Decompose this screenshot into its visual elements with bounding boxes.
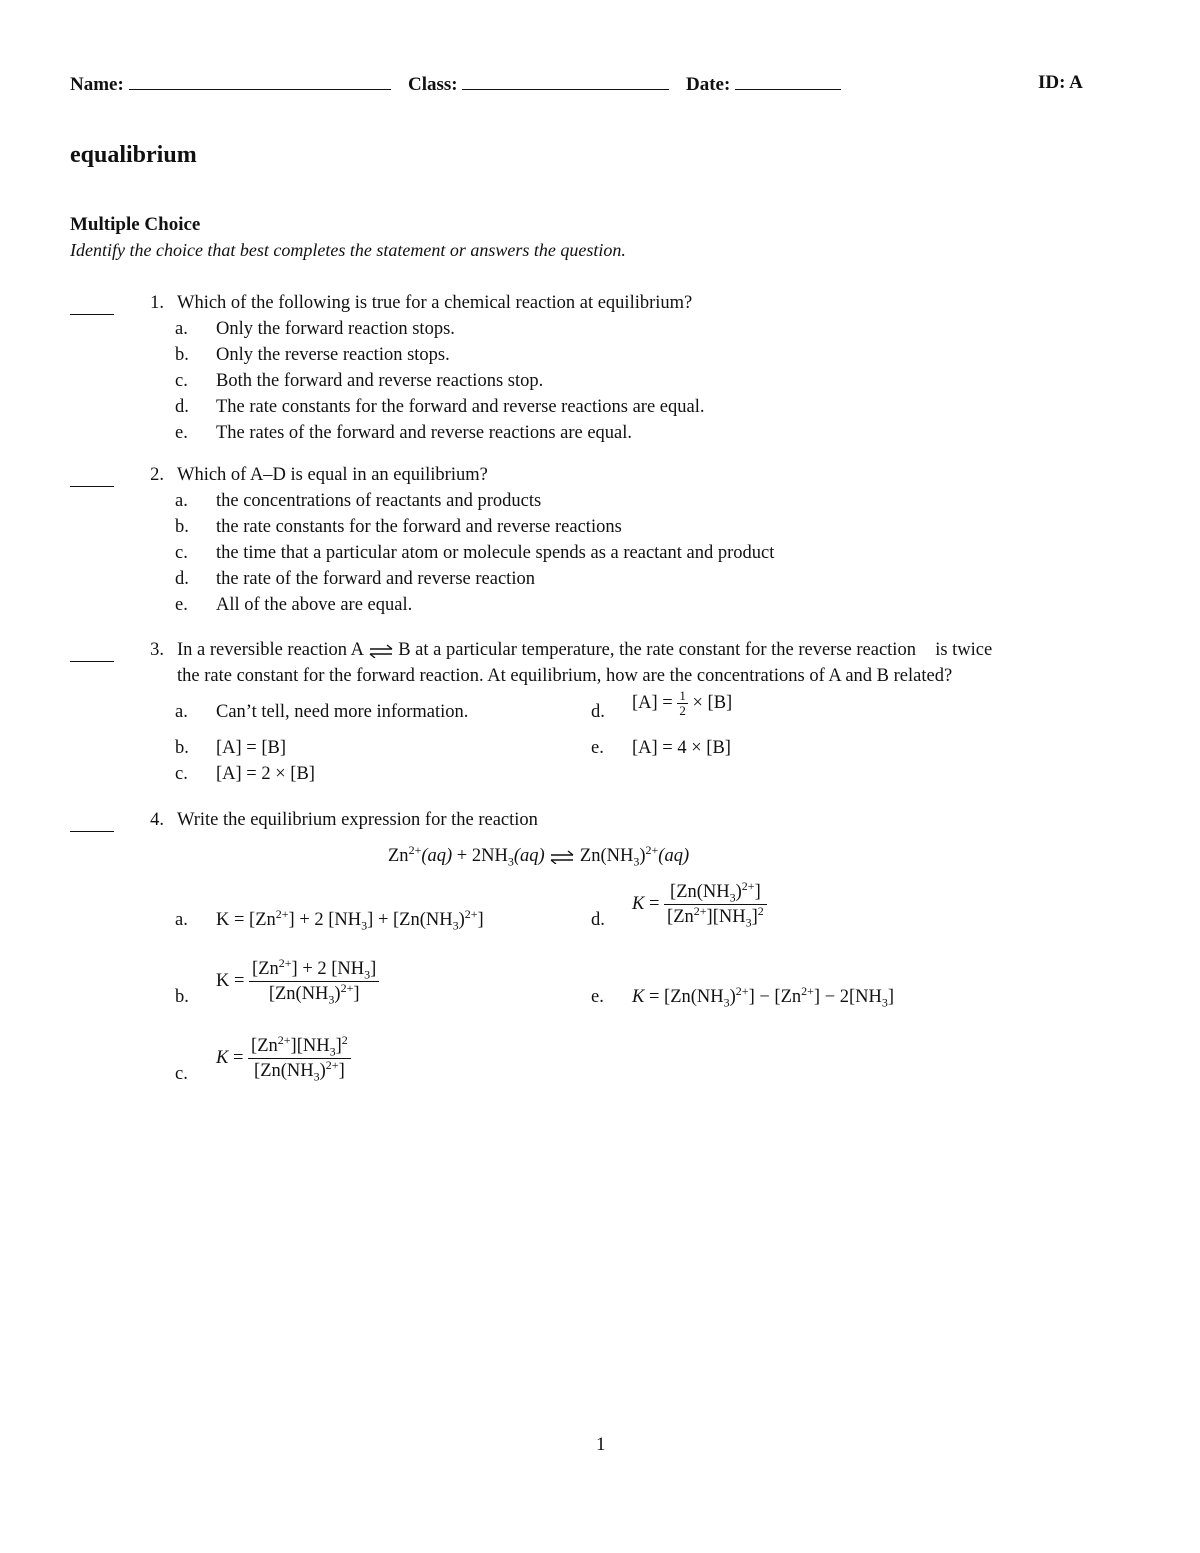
option-letter: d. (591, 702, 605, 722)
option-text[interactable]: [A] = 4 × [B] (632, 738, 731, 758)
question-2 (0, 462, 1200, 622)
expression-lhs: [A] = (632, 692, 673, 713)
option-letter: e. (175, 595, 188, 615)
option-letter: e. (175, 423, 188, 443)
question-text-part: is twice (935, 640, 993, 660)
fraction (248, 1034, 351, 1083)
name-field (70, 72, 391, 96)
option-letter: d. (175, 397, 189, 417)
page-number: 1 (596, 1434, 606, 1455)
name-blank[interactable] (129, 72, 391, 90)
answer-blank[interactable] (70, 831, 114, 832)
answer-blank[interactable] (70, 486, 114, 487)
question-3 (0, 637, 1200, 797)
section-heading: Multiple Choice (70, 214, 201, 235)
class-field (408, 72, 669, 96)
name-label: Name: (70, 74, 124, 95)
option-d-expression[interactable]: K = $\frac{[Zn(NH_3)^{2+}]}{[Zn^{2+}][NH_3]^2}$ (632, 880, 767, 929)
option-letter: d. (591, 910, 605, 930)
option-text[interactable]: Only the forward reaction stops. (216, 319, 455, 339)
question-number: 1. (150, 293, 164, 313)
question-1 (0, 290, 1200, 450)
option-c-expression[interactable]: K = $\frac{[Zn^{2+}][NH_3]^2}{[Zn(NH_3)^{2+}]}$ (216, 1034, 351, 1083)
option-text[interactable]: the time that a particular atom or molecule spends as a reactant and product (216, 543, 775, 563)
option-letter: d. (175, 569, 189, 589)
date-blank[interactable] (735, 72, 841, 90)
equilibrium-arrows-icon (368, 644, 394, 658)
class-label: Class: (408, 74, 458, 95)
fraction (249, 957, 379, 1006)
option-letter: a. (175, 702, 188, 722)
question-number: 2. (150, 465, 164, 485)
option-letter: c. (175, 371, 188, 391)
question-text-part: B at a particular temperature, the rate constant for the reverse reaction (398, 640, 916, 660)
question-text: Write the equilibrium expression for the reaction (177, 810, 538, 830)
expression-rhs: × [B] (692, 692, 733, 713)
option-text[interactable]: The rates of the forward and reverse reactions are equal. (216, 423, 633, 443)
option-letter: c. (175, 1064, 188, 1084)
question-text-line2: the rate constant for the forward reaction. At equilibrium, how are the concentrations of A and B related? (177, 666, 953, 686)
question-4 (0, 807, 1200, 1107)
option-letter: a. (175, 491, 188, 511)
option-text[interactable]: The rate constants for the forward and reverse reactions are equal. (216, 397, 705, 417)
option-text[interactable]: All of the above are equal. (216, 595, 413, 615)
reaction-equation: $Zn^{2+}(aq) + 2NH_3(aq)$ $Zn(NH_3)^{2+}(aq)$ (388, 842, 690, 869)
question-number: 3. (150, 640, 164, 660)
option-letter: a. (175, 910, 188, 930)
id-label: ID: A (1038, 72, 1083, 93)
option-text[interactable]: Both the forward and reverse reactions stop. (216, 371, 544, 391)
class-blank[interactable] (462, 72, 669, 90)
date-label: Date: (686, 74, 731, 95)
option-letter: c. (175, 764, 188, 784)
question-number: 4. (150, 810, 164, 830)
question-text-line1 (177, 637, 992, 663)
fraction (664, 880, 767, 929)
denominator: $[Zn(NH_3)^{2+}]$ (268, 980, 360, 1007)
option-letter: b. (175, 738, 189, 758)
option-text[interactable]: [A] = [B] (216, 738, 287, 758)
numerator: $[Zn^{2+}][NH_3]^2$ (248, 1034, 351, 1059)
question-text: Which of A–D is equal in an equilibrium? (177, 465, 488, 485)
equilibrium-arrows-icon (549, 850, 575, 864)
fraction (677, 689, 688, 718)
option-letter: c. (175, 543, 188, 563)
numerator: $[Zn^{2+}] + 2$ $[NH_3]$ (249, 957, 379, 982)
option-d-expression[interactable] (632, 689, 732, 718)
section-instructions: Identify the choice that best completes the statement or answers the question. (70, 240, 626, 260)
document-title: equalibrium (70, 142, 197, 168)
question-text: Which of the following is true for a chemical reaction at equilibrium? (177, 293, 693, 313)
option-a-expression[interactable]: $K = [Zn^{2+}] + 2$ $[NH_3] + [Zn(NH_3)^{2+}]$ (216, 906, 484, 933)
option-letter: b. (175, 345, 189, 365)
answer-blank[interactable] (70, 314, 114, 315)
option-text[interactable]: Only the reverse reaction stops. (216, 345, 450, 365)
answer-blank[interactable] (70, 661, 114, 662)
question-text-part: In a reversible reaction A (177, 640, 363, 660)
option-letter: e. (591, 987, 604, 1007)
option-e-expression[interactable]: $K = [Zn(NH_3)^{2+}] - [Zn^{2+}] - 2[NH_3]$ (632, 983, 895, 1010)
option-text[interactable]: Can’t tell, need more information. (216, 702, 469, 722)
numerator: 1 (679, 688, 686, 703)
option-letter: a. (175, 319, 188, 339)
option-text[interactable]: the concentrations of reactants and products (216, 491, 542, 511)
option-text[interactable]: the rate constants for the forward and reverse reactions (216, 517, 622, 537)
denominator: $[Zn(NH_3)^{2+}]$ (254, 1057, 345, 1084)
date-field (686, 72, 841, 96)
denominator: 2 (679, 703, 686, 718)
option-letter: b. (175, 517, 189, 537)
option-text[interactable]: the rate of the forward and reverse reaction (216, 569, 535, 589)
option-b-expression[interactable]: K = $\frac{[Zn^{2+}] + 2 [NH_3]}{[Zn(NH_3)^{2+}]}$ (216, 957, 379, 1006)
numerator: $[Zn(NH_3)^{2+}]$ (664, 880, 767, 905)
option-letter: e. (591, 738, 604, 758)
option-letter: b. (175, 987, 189, 1007)
denominator: $[Zn^{2+}][NH_3]^2$ (667, 903, 764, 930)
option-text[interactable]: [A] = 2 × [B] (216, 764, 315, 784)
